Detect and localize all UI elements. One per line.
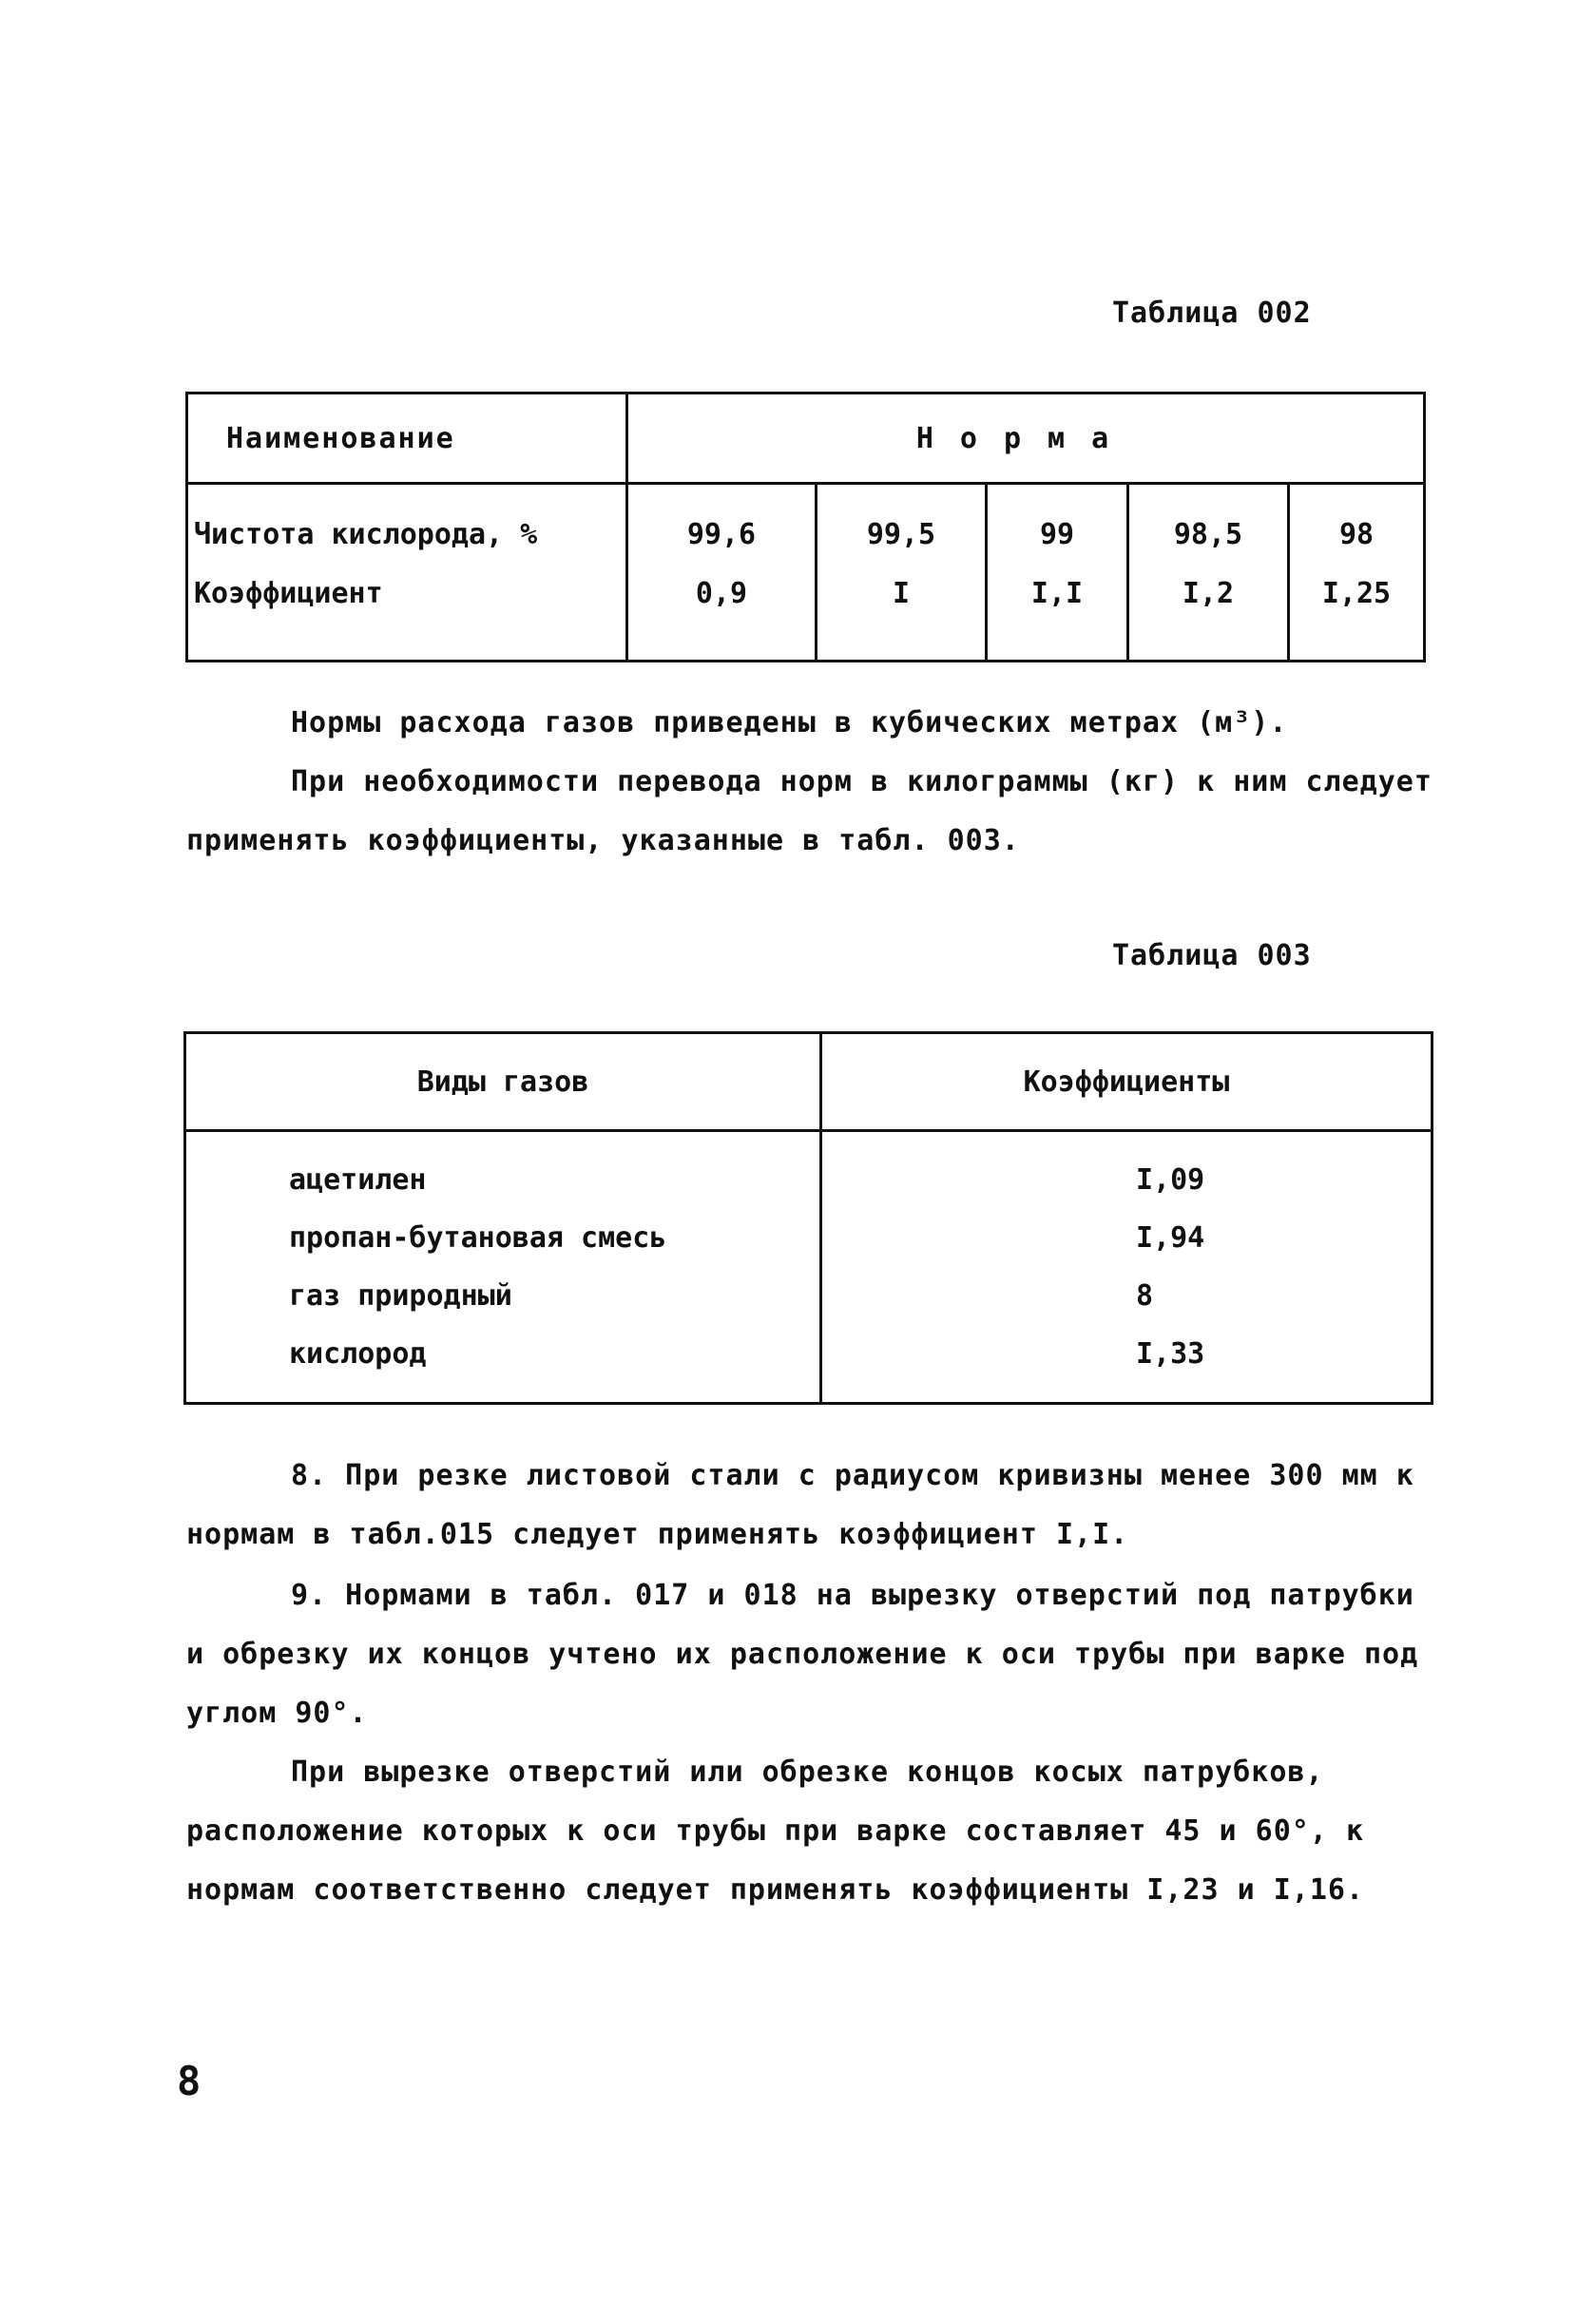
gas-coefficient: 8 — [1136, 1279, 1154, 1313]
paragraph-8: 8. При резке листовой стали с радиусом кривизны менее 300 мм к нормам в табл.015 следует применять коэффициент I,I. — [186, 1459, 1414, 1551]
gas-coefficient: I,09 — [1136, 1163, 1205, 1197]
gas-coefficient: I,33 — [1136, 1337, 1205, 1371]
gas-name: пропан-бутановая смесь — [289, 1221, 667, 1255]
table-value: I,25 — [1321, 577, 1392, 610]
paragraph-9: 9. Нормами в табл. 017 и 018 на вырезку отверстий под патрубки и обрезку их концов учтено их расположение к оси трубы при варке под углом 90°. — [186, 1579, 1419, 1730]
row-labels-cell — [187, 484, 627, 662]
paragraph-gas-units — [186, 694, 1441, 871]
table-cell — [1128, 484, 1289, 662]
gas-name: газ природный — [289, 1279, 512, 1313]
row-label-purity: Чистота кислорода, % — [194, 518, 538, 551]
header-name: Наименование — [187, 393, 627, 484]
table-003-caption: Таблица 003 — [1112, 939, 1312, 972]
table-003-header-row — [185, 1033, 1433, 1131]
header-norm: Норма — [627, 393, 1425, 484]
gas-names-cell — [185, 1131, 821, 1404]
table-cell — [987, 484, 1128, 662]
table-value: 98 — [1338, 518, 1375, 551]
table-value: I — [892, 577, 911, 610]
table-002-caption: Таблица 002 — [1112, 297, 1312, 330]
table-value: 99,5 — [866, 518, 936, 551]
row-label-coefficient: Коэффициент — [194, 577, 383, 610]
table-cell — [1289, 484, 1425, 662]
gas-name: ацетилен — [289, 1163, 427, 1197]
header-coefficients: Коэффициенты — [821, 1033, 1433, 1131]
paragraph-10: При вырезке отверстий или обрезке концов косых патрубков, расположение которых к оси трубы при варке составляет 45 и 60°, к нормам соответственно следует применять коэффициенты I,23 и I,16. — [186, 1756, 1364, 1907]
coefficients-cell — [821, 1131, 1433, 1404]
table-value: I,I — [1030, 577, 1084, 610]
page-number: 8 — [177, 2058, 202, 2104]
table-002-body-row — [187, 484, 1425, 662]
paragraph-line: При необходимости перевода норм в килограммы (кг) к ним следует применять коэффициенты, указанные в табл. 003. — [186, 765, 1433, 857]
gas-coefficient: I,94 — [1136, 1221, 1205, 1255]
table-003-body-row — [185, 1131, 1433, 1404]
header-gas-types: Виды газов — [185, 1033, 821, 1131]
gas-name: кислород — [289, 1337, 427, 1371]
paragraph-line: Нормы расхода газов приведены в кубических метрах (м³). — [291, 706, 1288, 739]
table-002-header-row — [187, 393, 1425, 484]
table-value: I,2 — [1182, 577, 1235, 610]
table-002 — [185, 392, 1426, 662]
table-value: 0,9 — [695, 577, 748, 610]
table-cell — [627, 484, 817, 662]
table-cell — [817, 484, 987, 662]
table-003 — [183, 1031, 1433, 1405]
table-value: 99,6 — [686, 518, 757, 551]
table-value: 99 — [1039, 518, 1075, 551]
table-value: 98,5 — [1173, 518, 1243, 551]
